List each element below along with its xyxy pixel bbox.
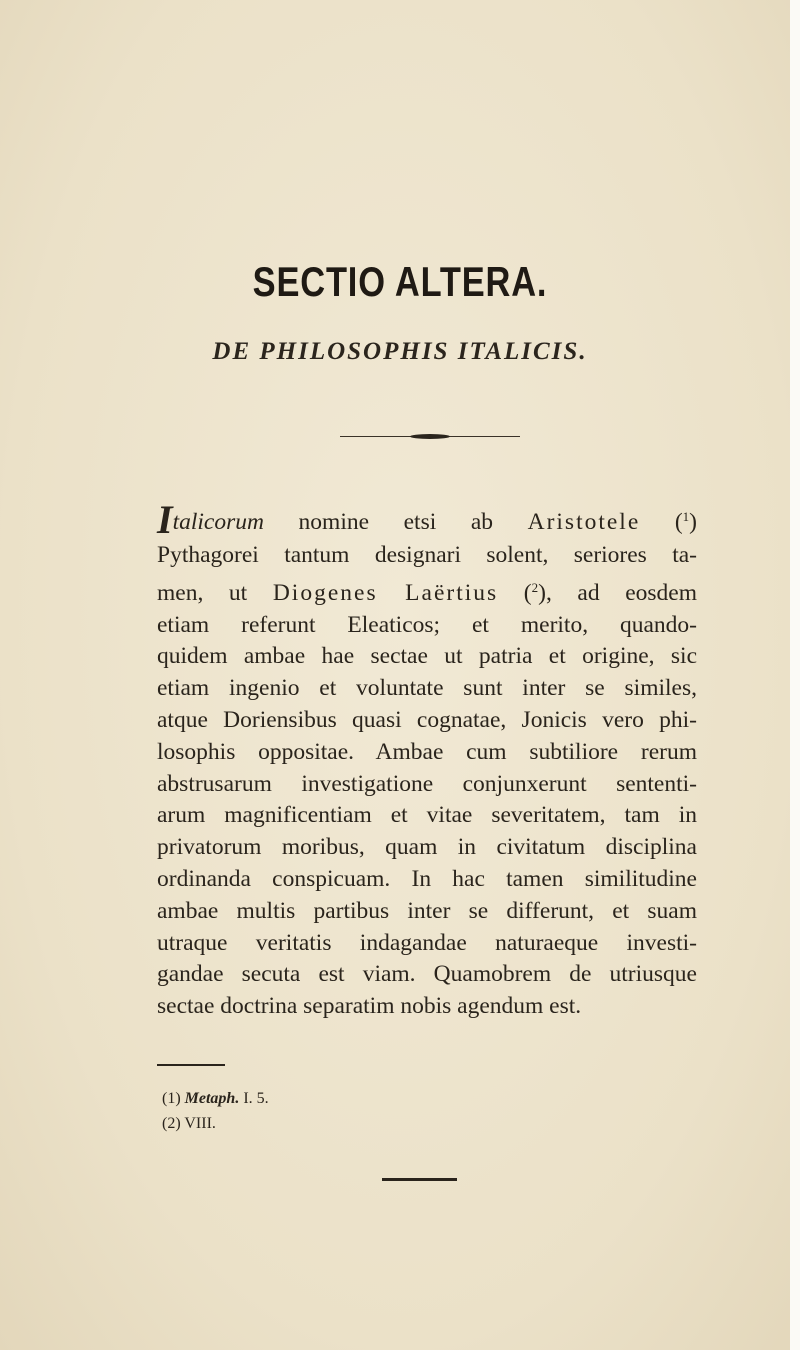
footnote-citation: Metaph. — [184, 1090, 240, 1107]
text-line: ordinanda conspicuam. In hac tamen similitudine — [157, 865, 697, 892]
spaced-name: Diogenes Laërtius — [272, 579, 499, 606]
spaced-name: Aristotele — [527, 509, 641, 535]
text-line: Pythagorei tantum designari solent, seriores ta- — [157, 542, 697, 568]
text-line: losophis oppositae. Ambae cum subtiliore rerum — [157, 738, 697, 765]
text-line — [157, 497, 697, 542]
section-subtitle: DE PHILOSOPHIS ITALICIS. — [212, 338, 588, 365]
ornamental-rule — [340, 434, 520, 440]
footnotes — [162, 1086, 562, 1136]
footnote-1 — [162, 1086, 562, 1111]
footnote-mark: (2) — [162, 1115, 181, 1132]
text-run: ) — [689, 509, 697, 535]
text-line: ambae multis partibus inter se differunt, et suam — [157, 897, 697, 924]
footnote-ref: 2 — [531, 579, 539, 595]
text-line: atque Doriensibus quasi cognatae, Jonicis vero phi- — [157, 706, 697, 733]
ornament-center — [410, 434, 450, 439]
text-line: sectae doctrina separatim nobis agendum est. — [157, 993, 582, 1020]
body-paragraph — [157, 497, 697, 1023]
text-line: arum magnificentiam et vitae severitatem, tam in — [157, 802, 697, 829]
footnote-text: VIII. — [180, 1115, 216, 1132]
text-line: etiam referunt Eleaticos; et merito, quando- — [157, 611, 697, 638]
footnote-rule — [157, 1064, 225, 1066]
text-line: utraque veritatis indagandae naturaeque investi- — [157, 929, 697, 956]
text-run: ), ad eosdem — [538, 579, 697, 606]
footnote-mark: (1) — [162, 1090, 181, 1107]
section-title: SECTIO ALTERA. — [252, 258, 548, 305]
text-line: quidem ambae hae sectae ut patria et origine, sic — [157, 643, 697, 670]
text-run: men, ut — [157, 579, 273, 606]
page-edge — [790, 0, 800, 1350]
text-line: etiam ingenio et voluntate sunt inter se similes, — [157, 675, 697, 702]
text-line: privatorum moribus, quam in civitatum disciplina — [157, 834, 697, 861]
drop-cap: I — [157, 497, 173, 542]
footnote-ref: 1 — [682, 509, 690, 524]
text-line: abstrusarum investigatione conjunxerunt sententi- — [157, 770, 697, 797]
text-line — [157, 572, 697, 610]
text-run: ( — [640, 509, 683, 535]
text-run: nomine etsi ab — [263, 509, 528, 535]
italic-word: talicorum — [172, 509, 264, 535]
footnote-text: I. 5. — [239, 1090, 269, 1107]
footnote-2 — [162, 1111, 562, 1136]
text-run: ( — [498, 579, 532, 606]
text-line: gandae secuta est viam. Quamobrem de utriusque — [157, 961, 697, 988]
closing-rule — [382, 1178, 457, 1181]
